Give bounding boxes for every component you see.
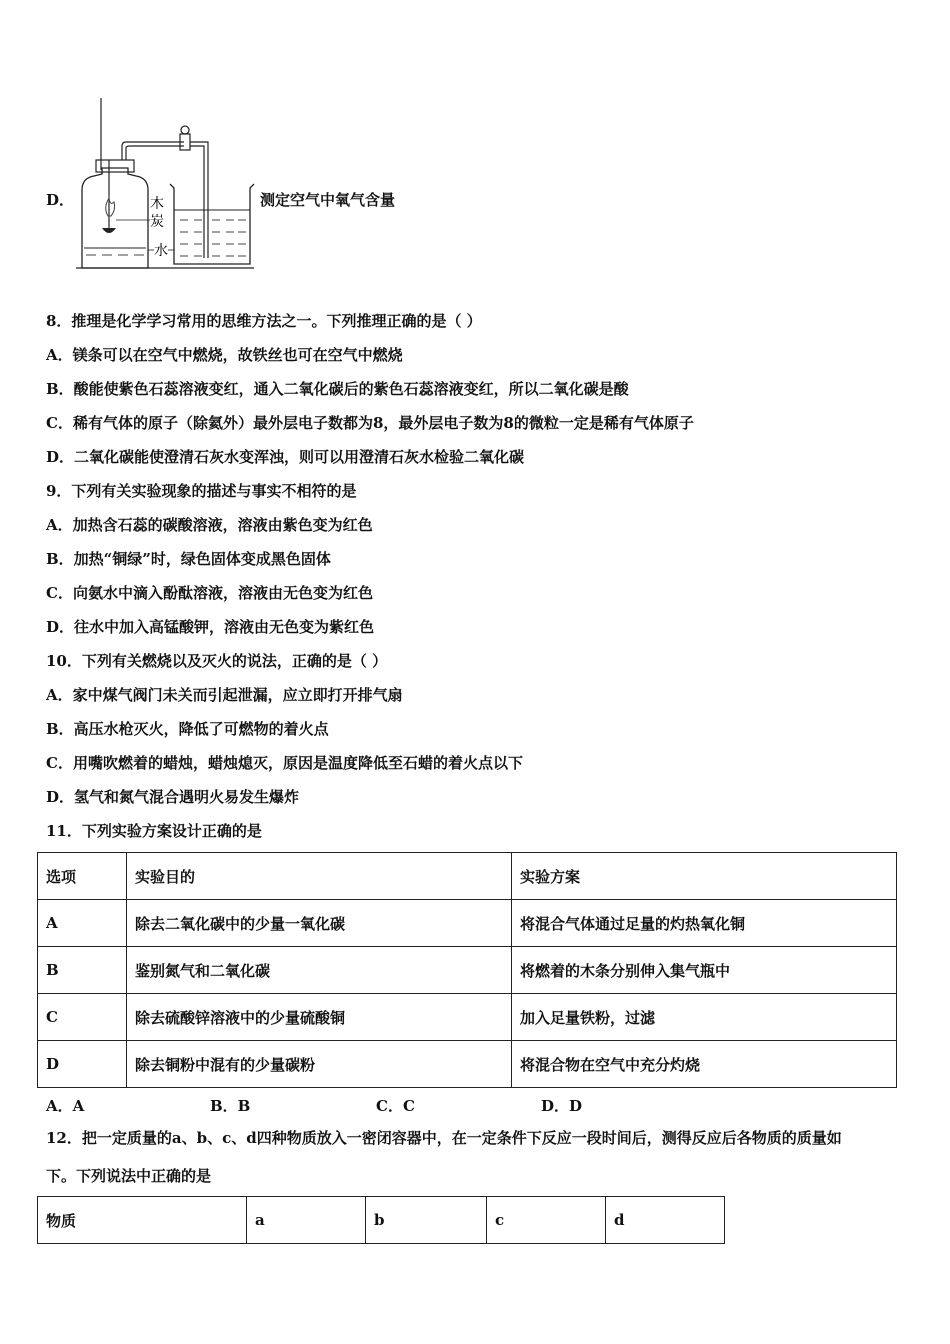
q10-option-c: C．用嘴吹燃着的蜡烛，蜡烛熄灭，原因是温度降低至石蜡的着火点以下 [46,754,523,772]
q11-answer-b: B．B [210,1097,251,1115]
q12-table [37,1196,725,1244]
table-header-cell: d [606,1197,725,1244]
table-cell: 将燃着的木条分别伸入集气瓶中 [512,947,897,994]
table-row [38,947,897,994]
table-row [38,900,897,947]
table-cell: B [38,947,127,994]
oxygen-measurement-apparatus-diagram [72,98,262,270]
q10-option-a: A．家中煤气阀门未关而引起泄漏，应立即打开排气扇 [46,686,403,704]
table-row [38,1041,897,1088]
q8-stem: 8．推理是化学学习常用的思维方法之一。下列推理正确的是（ ） [46,312,482,330]
table-header-cell: 实验方案 [512,853,897,900]
label-charcoal-1: 木 [150,196,164,212]
table-header-row [38,1197,725,1244]
table-header-row [38,853,897,900]
q8-option-b: B．酸能使紫色石蕊溶液变红，通入二氧化碳后的紫色石蕊溶液变红，所以二氧化碳是酸 [46,380,629,398]
table-header-cell: b [366,1197,487,1244]
table-cell: 除去二氧化碳中的少量一氧化碳 [127,900,512,947]
q10-option-b: B．高压水枪灭火，降低了可燃物的着火点 [46,720,329,738]
table-cell: D [38,1041,127,1088]
table-cell: C [38,994,127,1041]
table-cell: 鉴别氮气和二氧化碳 [127,947,512,994]
table-cell: 将混合气体通过足量的灼热氧化铜 [512,900,897,947]
table-cell: 除去硫酸锌溶液中的少量硫酸铜 [127,994,512,1041]
q8-option-a: A．镁条可以在空气中燃烧，故铁丝也可在空气中燃烧 [46,346,403,364]
q12-stem-line1: 12．把一定质量的a、b、c、d四种物质放入一密闭容器中，在一定条件下反应一段时间后，测得反应后各物质的质量如 [46,1129,842,1147]
q9-option-d: D．往水中加入高锰酸钾，溶液由无色变为紫红色 [46,618,375,636]
table-header-cell: 实验目的 [127,853,512,900]
q11-table [37,852,897,1088]
table-header-cell: a [247,1197,366,1244]
table-header-cell: 选项 [38,853,127,900]
q8-option-d: D．二氧化碳能使澄清石灰水变浑浊，则可以用澄清石灰水检验二氧化碳 [46,448,525,466]
q9-option-b: B．加热“铜绿”时，绿色固体变成黑色固体 [46,550,331,568]
q11-answer-d: D．D [541,1097,583,1115]
q9-stem: 9．下列有关实验现象的描述与事实不相符的是 [46,482,357,500]
q7-option-d-label: D． [46,191,75,209]
q9-option-c: C．向氨水中滴入酚酞溶液，溶液由无色变为红色 [46,584,373,602]
table-cell: A [38,900,127,947]
table-row [38,994,897,1041]
q10-option-d: D．氢气和氮气混合遇明火易发生爆炸 [46,788,300,806]
q9-option-a: A．加热含石蕊的碳酸溶液，溶液由紫色变为红色 [46,516,373,534]
q11-answer-c: C．C [376,1097,415,1115]
q11-stem: 11．下列实验方案设计正确的是 [46,822,262,840]
table-cell: 将混合物在空气中充分灼烧 [512,1041,897,1088]
table-header-cell: 物质 [38,1197,247,1244]
label-water: 水 [154,243,168,259]
table-header-cell: c [487,1197,606,1244]
table-cell: 除去铜粉中混有的少量碳粉 [127,1041,512,1088]
q11-answer-a: A．A [46,1097,85,1115]
q8-option-c: C．稀有气体的原子（除氦外）最外层电子数都为8，最外层电子数为8的微粒一定是稀有气体原子 [46,414,694,432]
q12-stem-line2: 下。下列说法中正确的是 [46,1167,212,1185]
q10-stem: 10．下列有关燃烧以及灭火的说法，正确的是（ ） [46,652,388,670]
table-cell: 加入足量铁粉，过滤 [512,994,897,1041]
label-charcoal-2: 炭 [150,214,164,230]
q7-option-d-text: 测定空气中氧气含量 [260,191,396,209]
